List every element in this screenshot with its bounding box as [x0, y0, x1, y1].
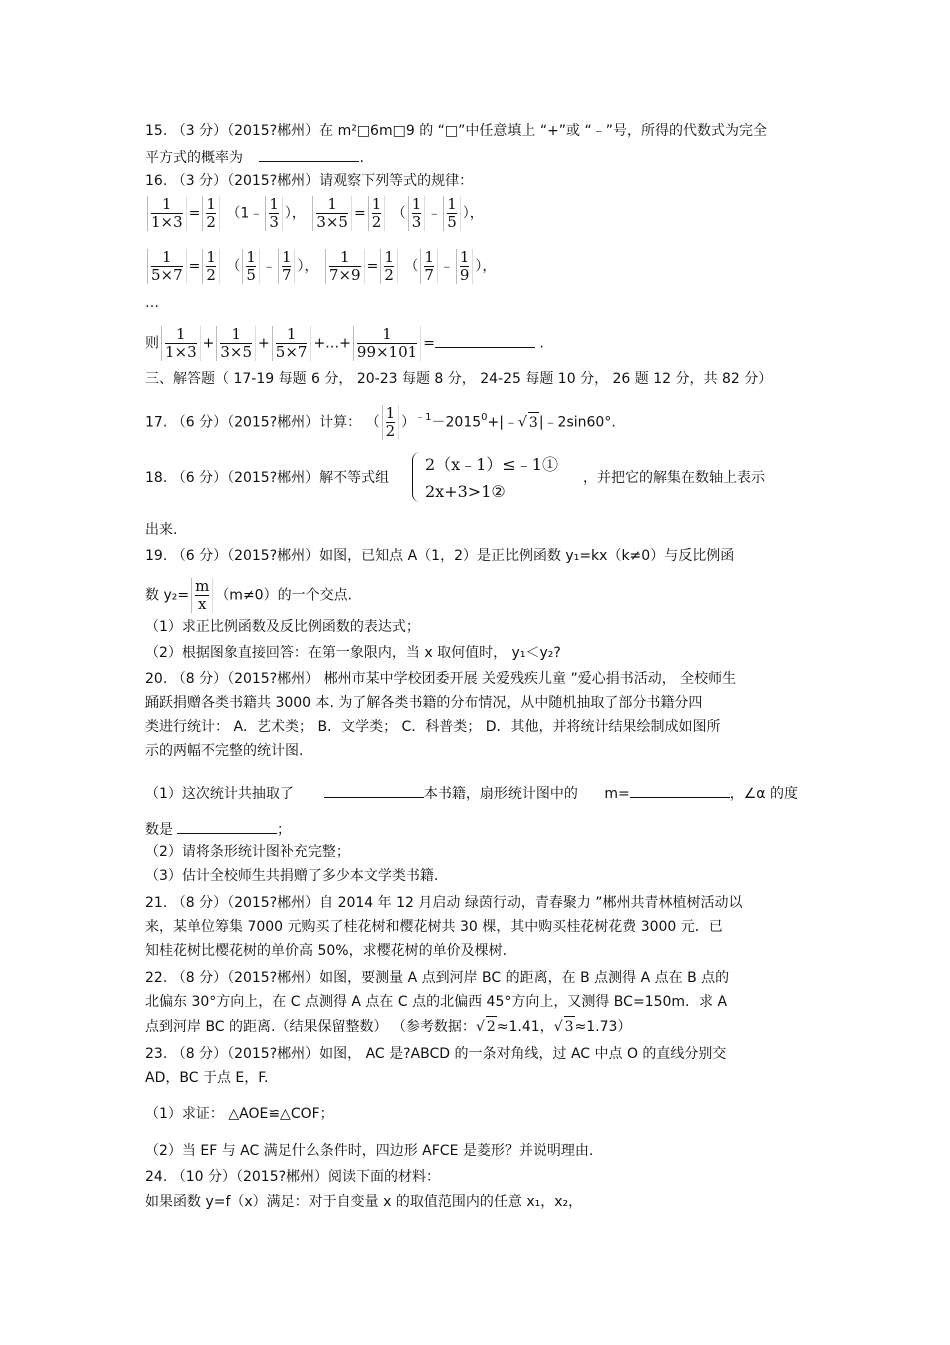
q15-line1: 15. （3 分）（2015?郴州）在 m²□6m□9 的 “□”中任意填上 “+”或 “﹣”号，所得的代数式为完全	[145, 123, 768, 139]
fraction: $\frac{1}{3\times 5}$	[312, 196, 352, 231]
q16-ellipsis: …	[145, 295, 159, 311]
q16-row1: $\frac{1}{1\times 3}$ = $\frac{1}{2}$ （1﹣ $\frac{1}{3}$ ）， $\frac{1}{3\times 5}$ = $\frac{1}{2}$ （ $\frac{1}{3}$ ﹣ $\frac{1}{5}$ ），	[145, 196, 484, 231]
q20-part1: （1）这次统计共抽取了 本书籍，扇形统计图中的 m= ，∠α 的度	[145, 781, 798, 804]
q18-text: 18. （6 分）（2015?郴州）解不等式组	[145, 470, 390, 486]
answer-blank	[259, 145, 359, 162]
q20-part1b: 数是 ；	[145, 817, 291, 840]
q20-line3: 类进行统计： A．艺术类； B．文学类； C．科普类； D．其他，并将统计结果绘制成如图所	[145, 719, 721, 735]
fraction: $\frac{1}{1\times 3}$	[161, 326, 201, 361]
fraction: $\frac{1}{2}$	[202, 249, 220, 284]
answer-blank	[630, 781, 730, 798]
fraction: $\frac{m}{x}$	[191, 578, 213, 613]
q20-line2: 踊跃捐赠各类书籍共 3000 本. 为了解各类书籍的分布情况，从中随机抽取了部分书籍分四	[145, 695, 703, 711]
fraction: $\frac{1}{99\times 101}$	[353, 326, 421, 361]
q20-line4: 示的两幅不完整的统计图.	[145, 743, 304, 759]
q20-line1: 20. （8 分）（2015?郴州） 郴州市某中学校团委开展 关爱残疾儿童 ”爱心捐书活动， 全校师生	[145, 671, 737, 687]
q22-line3: 点到河岸 BC 的距离.（结果保留整数） （参考数据：√ 2≈1.41，√ 3≈1.73）	[145, 1016, 631, 1037]
answer-blank	[324, 781, 424, 798]
q24-line1: 24. （10 分）（2015?郴州）阅读下面的材料：	[145, 1169, 441, 1185]
section-title: 三、解答题（ 17-19 每题 6 分， 20-23 每题 8 分， 24-25 每题 10 分， 26 题 12 分，共 82 分）	[145, 371, 773, 387]
q20-part3: （3）估计全校师生共捐赠了多少本文学类书籍.	[145, 868, 439, 884]
fraction: $\frac{1}{3}$	[265, 196, 283, 231]
q19-part2: （2）根据图象直接回答：在第一象限内，当 x 取何值时， y₁＜y₂?	[145, 645, 561, 661]
q16-intro: 16. （3 分）（2015?郴州）请观察下列等式的规律：	[145, 173, 474, 189]
q24-line2: 如果函数 y=f（x）满足：对于自变量 x 的取值范围内的任意 x₁，x₂，	[145, 1194, 583, 1210]
q23-part2: （2）当 EF 与 AC 满足什么条件时，四边形 AFCE 是菱形？并说明理由.	[145, 1143, 594, 1159]
answer-blank	[435, 331, 535, 348]
fraction: $\frac{1}{5\times 7}$	[147, 249, 187, 284]
fraction: $\frac{1}{1\times 3}$	[147, 196, 187, 231]
fraction: $\frac{1}{5\times 7}$	[272, 326, 312, 361]
answer-blank	[177, 817, 277, 834]
q19-part1: （1）求正比例函数及反比例函数的表达式；	[145, 619, 420, 635]
fraction: $\frac{1}{9}$	[456, 249, 474, 284]
q15-line2-text: 平方式的概率为	[145, 150, 243, 166]
q17: 17. （6 分）（2015?郴州）计算： （ $\frac{1}{2}$ ）$^{﹣1}-2015^0+|﹣√$ 3|﹣2sin60°.	[145, 404, 616, 440]
fraction: $\frac{1}{5}$	[443, 196, 461, 231]
equation-brace	[412, 452, 421, 502]
q16-row2: $\frac{1}{5\times 7}$ = $\frac{1}{2}$ （ $\frac{1}{5}$ ﹣ $\frac{1}{7}$ ）， $\frac{1}{7\times 9}$ = $\frac{1}{2}$ （ $\frac{1}{7}$ ﹣ $\frac{1}{9}$ ），	[145, 249, 496, 284]
q23-part1: （1）求证： △AOE≌△COF；	[145, 1106, 334, 1122]
q15-line2: 平方式的概率为 .	[145, 145, 364, 168]
fraction: $\frac{1}{7\times 9}$	[325, 249, 365, 284]
q23-line2: AD，BC 于点 E，F.	[145, 1070, 269, 1086]
fraction: $\frac{1}{3}$	[408, 196, 426, 231]
q19-line2: 数 y₂= $\frac{m}{x}$ （m≠0）的一个交点.	[145, 577, 353, 613]
q18-line2: 出来.	[145, 522, 178, 538]
q23-line1: 23. （8 分）（2015?郴州）如图， AC 是?ABCD 的一条对角线，过 AC 中点 O 的直线分别交	[145, 1046, 727, 1062]
fraction: $\frac{1}{2}$	[202, 196, 220, 231]
q21-line3: 知桂花树比樱花树的单价高 50%，求樱花树的单价及棵树.	[145, 943, 508, 959]
fraction: $\frac{1}{2}$	[382, 405, 400, 440]
fraction: $\frac{1}{7}$	[278, 249, 296, 284]
fraction: $\frac{1}{3\times 5}$	[216, 326, 256, 361]
inequality-1: 2（x﹣1）≤﹣1①	[425, 455, 558, 474]
fraction: $\frac{1}{2}$	[380, 249, 398, 284]
fraction: $\frac{1}{5}$	[242, 249, 260, 284]
q21-line1: 21. （8 分）（2015?郴州）自 2014 年 12 月启动 绿茵行动，青春聚力 ”郴州共青林植树活动以	[145, 895, 743, 911]
fraction: $\frac{1}{7}$	[420, 249, 438, 284]
q22-line2: 北偏东 30°方向上，在 C 点测得 A 点在 C 点的北偏西 45°方向上，又测得 BC=150m．求 A	[145, 994, 728, 1010]
inequality-2: 2x+3>1②	[425, 482, 506, 501]
q21-line2: 来，某单位筹集 7000 元购买了桂花树和樱花树共 30 棵，其中购买桂花树花费 3000 元．已	[145, 919, 723, 935]
fraction: $\frac{1}{2}$	[368, 196, 386, 231]
q18-tail: ，并把它的解集在数轴上表示	[583, 470, 765, 486]
q16-sum: 则 $\frac{1}{1\times 3}$ + $\frac{1}{3\times 5}$ + $\frac{1}{5\times 7}$ +…+ $\frac{1}{99\times 101}$ = .	[145, 325, 544, 361]
q19-line1: 19. （6 分）（2015?郴州）如图，已知点 A（1，2）是正比例函数 y₁=kx（k≠0）与反比例函	[145, 548, 735, 564]
q20-part2: （2）请将条形统计图补充完整；	[145, 844, 350, 860]
q22-line1: 22. （8 分）（2015?郴州）如图，要测量 A 点到河岸 BC 的距离，在 B 点测得 A 点在 B 点的	[145, 970, 730, 986]
